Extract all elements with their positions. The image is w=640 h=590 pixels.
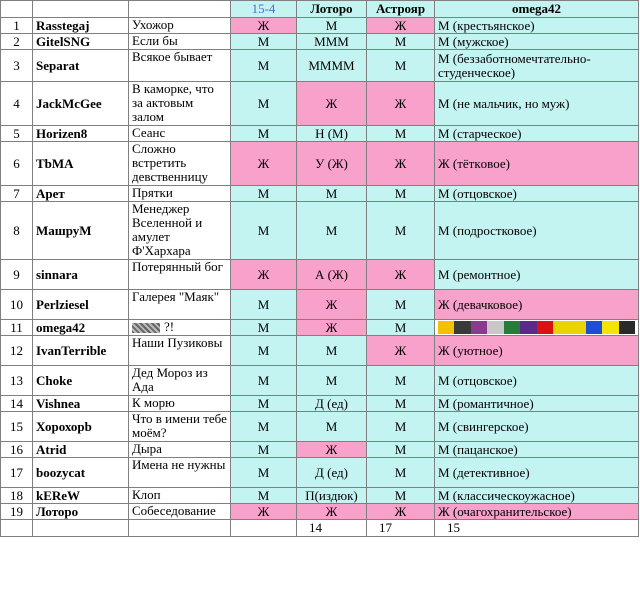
table-row [1, 290, 639, 320]
row-number: 18 [1, 488, 33, 504]
vote-omega42: М (крестьянское) [435, 18, 639, 34]
vote-omega42: М (беззаботномечтательно-студенческое) [435, 50, 639, 82]
header-row [1, 1, 639, 18]
vote-15-4: М [231, 50, 297, 82]
row-number: 14 [1, 396, 33, 412]
vote-omega42: М (классическоужасное) [435, 488, 639, 504]
vote-omega42: Ж (уютное) [435, 336, 639, 366]
vote-astroyar: Ж [367, 260, 435, 290]
table-row [1, 260, 639, 290]
table-row [1, 82, 639, 126]
vote-astroyar: М [367, 126, 435, 142]
author-nick: Perlziesel [33, 290, 129, 320]
vote-astroyar: М [367, 396, 435, 412]
story-title: Наши Пузиковы [129, 336, 231, 366]
table-row [1, 412, 639, 442]
vote-lotoro: Ж [297, 504, 367, 520]
vote-lotoro: М [297, 186, 367, 202]
story-title-text: ?! [164, 319, 175, 334]
header-astroyar: Астрояр [367, 1, 435, 18]
color-swatch [438, 321, 454, 334]
header-omega42: omega42 [435, 1, 639, 18]
row-number: 15 [1, 412, 33, 442]
vote-lotoro: Ж [297, 290, 367, 320]
vote-omega42: Ж (девачковое) [435, 290, 639, 320]
vote-lotoro: П(издюк) [297, 488, 367, 504]
author-nick: Choke [33, 366, 129, 396]
story-title: Потерянный бог [129, 260, 231, 290]
vote-15-4: М [231, 488, 297, 504]
author-nick: kEReW [33, 488, 129, 504]
vote-omega42: М (романтичное) [435, 396, 639, 412]
vote-omega42: М (не мальчик, но муж) [435, 82, 639, 126]
vote-omega42: М (отцовское) [435, 186, 639, 202]
vote-omega42: М (мужское) [435, 34, 639, 50]
vote-lotoro: Д (ед) [297, 396, 367, 412]
vote-15-4: М [231, 202, 297, 260]
author-nick: Лоторо [33, 504, 129, 520]
vote-astroyar: М [367, 320, 435, 336]
vote-omega42: М (подростковое) [435, 202, 639, 260]
author-nick: TbMA [33, 142, 129, 186]
vote-15-4: М [231, 186, 297, 202]
row-number: 12 [1, 336, 33, 366]
vote-lotoro: А (Ж) [297, 260, 367, 290]
author-nick: Хорохорb [33, 412, 129, 442]
row-number: 17 [1, 458, 33, 488]
color-swatch [454, 321, 470, 334]
table-row [1, 186, 639, 202]
row-number: 3 [1, 50, 33, 82]
story-title: Всякое бывает [129, 50, 231, 82]
table-row [1, 50, 639, 82]
vote-omega42: Ж (тёткoвое) [435, 142, 639, 186]
vote-15-4: М [231, 412, 297, 442]
total-lotoro: 14 [297, 520, 367, 537]
table-row [1, 18, 639, 34]
vote-lotoro: М [297, 336, 367, 366]
vote-15-4: М [231, 34, 297, 50]
vote-lotoro: Н (М) [297, 126, 367, 142]
author-nick: МашруМ [33, 202, 129, 260]
vote-astroyar: М [367, 290, 435, 320]
story-title [129, 320, 231, 336]
table-row [1, 504, 639, 520]
row-number: 19 [1, 504, 33, 520]
vote-omega42: М (детективное) [435, 458, 639, 488]
vote-15-4: М [231, 458, 297, 488]
vote-astroyar: Ж [367, 504, 435, 520]
vote-lotoro: МММ [297, 34, 367, 50]
author-nick: Atrid [33, 442, 129, 458]
vote-astroyar: М [367, 202, 435, 260]
vote-lotoro: У (Ж) [297, 142, 367, 186]
story-title: Галерея "Маяк" [129, 290, 231, 320]
vote-15-4: М [231, 290, 297, 320]
vote-omega42: М (свингерское) [435, 412, 639, 442]
story-title: Дед Мороз из Ада [129, 366, 231, 396]
color-swatch [586, 321, 602, 334]
color-swatch [537, 321, 553, 334]
story-title: Собеседование [129, 504, 231, 520]
author-nick: Vishnea [33, 396, 129, 412]
vote-astroyar: М [367, 442, 435, 458]
vote-15-4: М [231, 82, 297, 126]
vote-lotoro: М [297, 18, 367, 34]
vote-lotoro: ММММ [297, 50, 367, 82]
vote-astroyar: М [367, 488, 435, 504]
table-row [1, 458, 639, 488]
row-number: 11 [1, 320, 33, 336]
row-number: 2 [1, 34, 33, 50]
color-swatch [602, 321, 618, 334]
color-strip-icon [438, 321, 635, 334]
author-nick: JackMcGee [33, 82, 129, 126]
totals-row [1, 520, 639, 537]
story-title: Прятки [129, 186, 231, 202]
vote-omega42: М (старческое) [435, 126, 639, 142]
header-blank-2 [33, 1, 129, 18]
vote-omega42: М (отцовское) [435, 366, 639, 396]
table-row [1, 336, 639, 366]
vote-15-4: М [231, 442, 297, 458]
story-title: Что в имени тебе моём? [129, 412, 231, 442]
vote-lotoro: М [297, 412, 367, 442]
author-nick: IvanTerrible [33, 336, 129, 366]
vote-omega42: Ж (очагохранительское) [435, 504, 639, 520]
vote-15-4: Ж [231, 504, 297, 520]
vote-15-4: М [231, 320, 297, 336]
vote-astroyar: Ж [367, 142, 435, 186]
vote-astroyar: Ж [367, 336, 435, 366]
vote-omega42-strip [435, 320, 639, 336]
story-title: Клоп [129, 488, 231, 504]
story-title: Имена не нужны [129, 458, 231, 488]
color-swatch [619, 321, 635, 334]
header-15-4: 15-4 [231, 1, 297, 18]
row-number: 8 [1, 202, 33, 260]
total-15-4 [231, 520, 297, 537]
color-swatch [487, 321, 503, 334]
author-nick: Separat [33, 50, 129, 82]
row-number: 4 [1, 82, 33, 126]
vote-astroyar: М [367, 186, 435, 202]
vote-15-4: Ж [231, 260, 297, 290]
vote-astroyar: М [367, 412, 435, 442]
author-nick: Rasstegaj [33, 18, 129, 34]
vote-lotoro: Ж [297, 82, 367, 126]
color-swatch [471, 321, 487, 334]
vote-astroyar: М [367, 50, 435, 82]
table-row [1, 488, 639, 504]
row-number: 9 [1, 260, 33, 290]
row-number: 5 [1, 126, 33, 142]
story-title: Сложно встретить девственницу [129, 142, 231, 186]
table-row [1, 366, 639, 396]
vote-15-4: М [231, 126, 297, 142]
redacted-mark [132, 323, 160, 333]
author-nick: boozycat [33, 458, 129, 488]
vote-astroyar: Ж [367, 18, 435, 34]
row-number: 7 [1, 186, 33, 202]
author-nick: Арет [33, 186, 129, 202]
story-title: В каморке, что за актовым залом [129, 82, 231, 126]
author-nick: omega42 [33, 320, 129, 336]
vote-astroyar: М [367, 458, 435, 488]
story-title: Сеанс [129, 126, 231, 142]
vote-astroyar: М [367, 366, 435, 396]
table-row [1, 142, 639, 186]
vote-15-4: Ж [231, 142, 297, 186]
story-title: Ухожор [129, 18, 231, 34]
vote-15-4: М [231, 366, 297, 396]
vote-15-4: Ж [231, 18, 297, 34]
row-number: 13 [1, 366, 33, 396]
story-title: К морю [129, 396, 231, 412]
table-row [1, 396, 639, 412]
table-row [1, 320, 639, 336]
vote-lotoro: Д (ед) [297, 458, 367, 488]
vote-lotoro: М [297, 366, 367, 396]
header-blank-1 [1, 1, 33, 18]
vote-lotoro: М [297, 202, 367, 260]
vote-omega42: М (ремонтное) [435, 260, 639, 290]
header-lotoro: Лоторо [297, 1, 367, 18]
vote-15-4: М [231, 396, 297, 412]
row-number: 6 [1, 142, 33, 186]
vote-lotoro: Ж [297, 320, 367, 336]
row-number: 1 [1, 18, 33, 34]
total-omega42: 15 [435, 520, 639, 537]
author-nick: GitelSNG [33, 34, 129, 50]
vote-15-4: М [231, 336, 297, 366]
row-number: 16 [1, 442, 33, 458]
total-astroyar: 17 [367, 520, 435, 537]
story-title: Менеджер Вселенной и амулет Ф'Хархара [129, 202, 231, 260]
row-number: 10 [1, 290, 33, 320]
story-title: Если бы [129, 34, 231, 50]
table-row [1, 202, 639, 260]
color-swatch [504, 321, 520, 334]
table-row [1, 34, 639, 50]
color-swatch [520, 321, 536, 334]
color-swatch [569, 321, 585, 334]
table-row [1, 442, 639, 458]
vote-omega42: М (пацанское) [435, 442, 639, 458]
author-nick: Horizen8 [33, 126, 129, 142]
table-row [1, 126, 639, 142]
vote-astroyar: М [367, 34, 435, 50]
author-nick: sinnara [33, 260, 129, 290]
color-swatch [553, 321, 569, 334]
vote-astroyar: Ж [367, 82, 435, 126]
vote-lotoro: Ж [297, 442, 367, 458]
story-title: Дыра [129, 442, 231, 458]
header-blank-3 [129, 1, 231, 18]
